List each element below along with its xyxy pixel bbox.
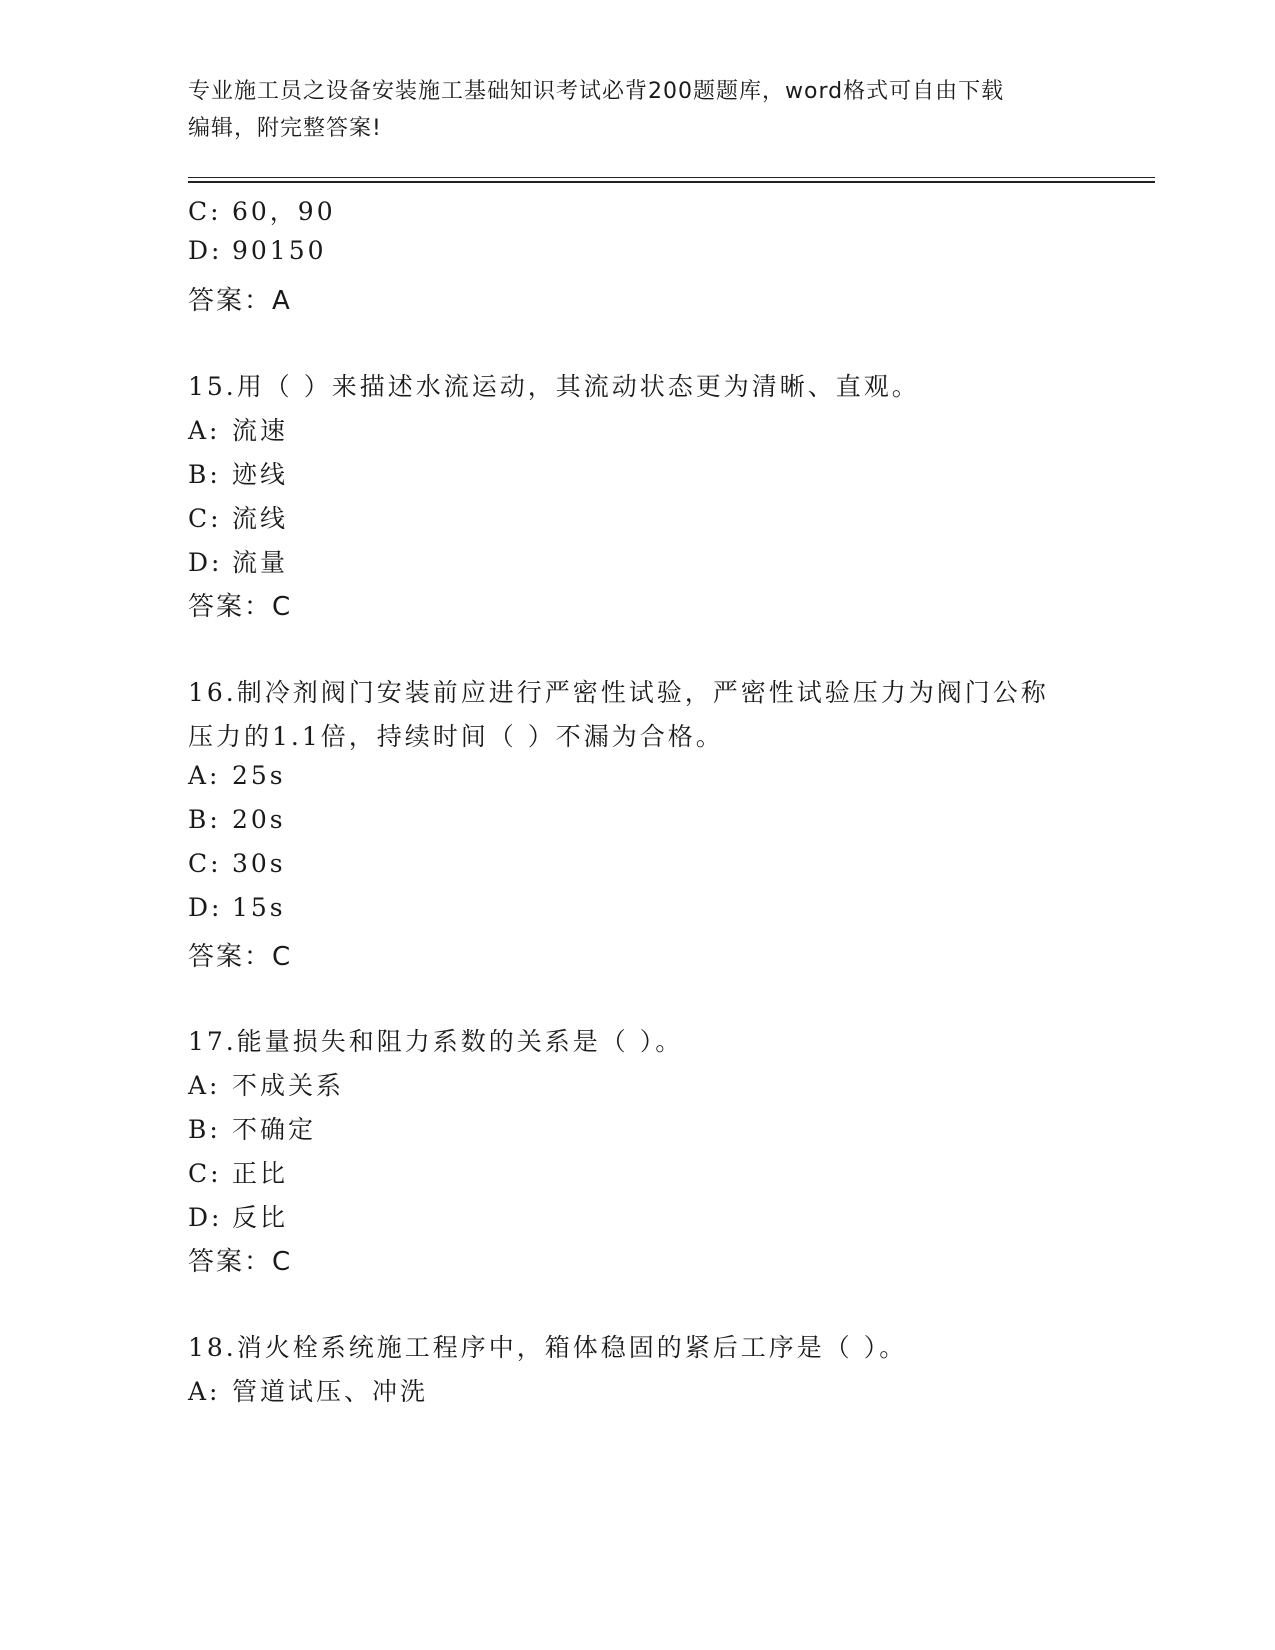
answer-line: 答案：C [188,942,293,972]
question-stem: 16.制冷剂阀门安装前应进行严密性试验，严密性试验压力为阀门公称 [188,678,1049,707]
option-c: C: 60，90 [188,197,336,226]
question-stem: 18.消火栓系统施工程序中，箱体稳固的紧后工序是（ ）。 [188,1333,908,1362]
option-a: A: 管道试压、冲洗 [188,1377,429,1406]
document-header [188,73,1068,147]
option-b: B: 迹线 [188,460,289,489]
question-stem-continued: 压力的1.1倍，持续时间（ ）不漏为合格。 [188,722,724,751]
option-b: B: 20s [188,805,286,834]
option-a: A: 不成关系 [188,1071,345,1100]
header-rule-thin [188,177,1155,178]
option-a: A: 流速 [188,416,289,445]
option-d: D: 90150 [188,236,327,265]
option-c: C: 30s [188,849,286,878]
header-line-1: 专业施工员之设备安装施工基础知识考试必背200题题库，word格式可自由下载 [188,79,1005,104]
header-line-2: 编辑，附完整答案! [188,116,382,141]
option-c: C: 正比 [188,1159,289,1188]
question-stem: 15.用（ ）来描述水流运动，其流动状态更为清晰、直观。 [188,372,920,401]
option-c: C: 流线 [188,504,289,533]
answer-line: 答案：C [188,592,293,622]
option-d: D: 15s [188,893,286,922]
answer-line: 答案：A [188,286,292,316]
answer-line: 答案：C [188,1247,293,1277]
option-b: B: 不确定 [188,1115,317,1144]
header-rule-thick [188,181,1155,183]
option-d: D: 流量 [188,548,289,577]
option-d: D: 反比 [188,1203,289,1232]
option-a: A: 25s [188,761,286,790]
question-stem: 17.能量损失和阻力系数的关系是（ ）。 [188,1027,684,1056]
